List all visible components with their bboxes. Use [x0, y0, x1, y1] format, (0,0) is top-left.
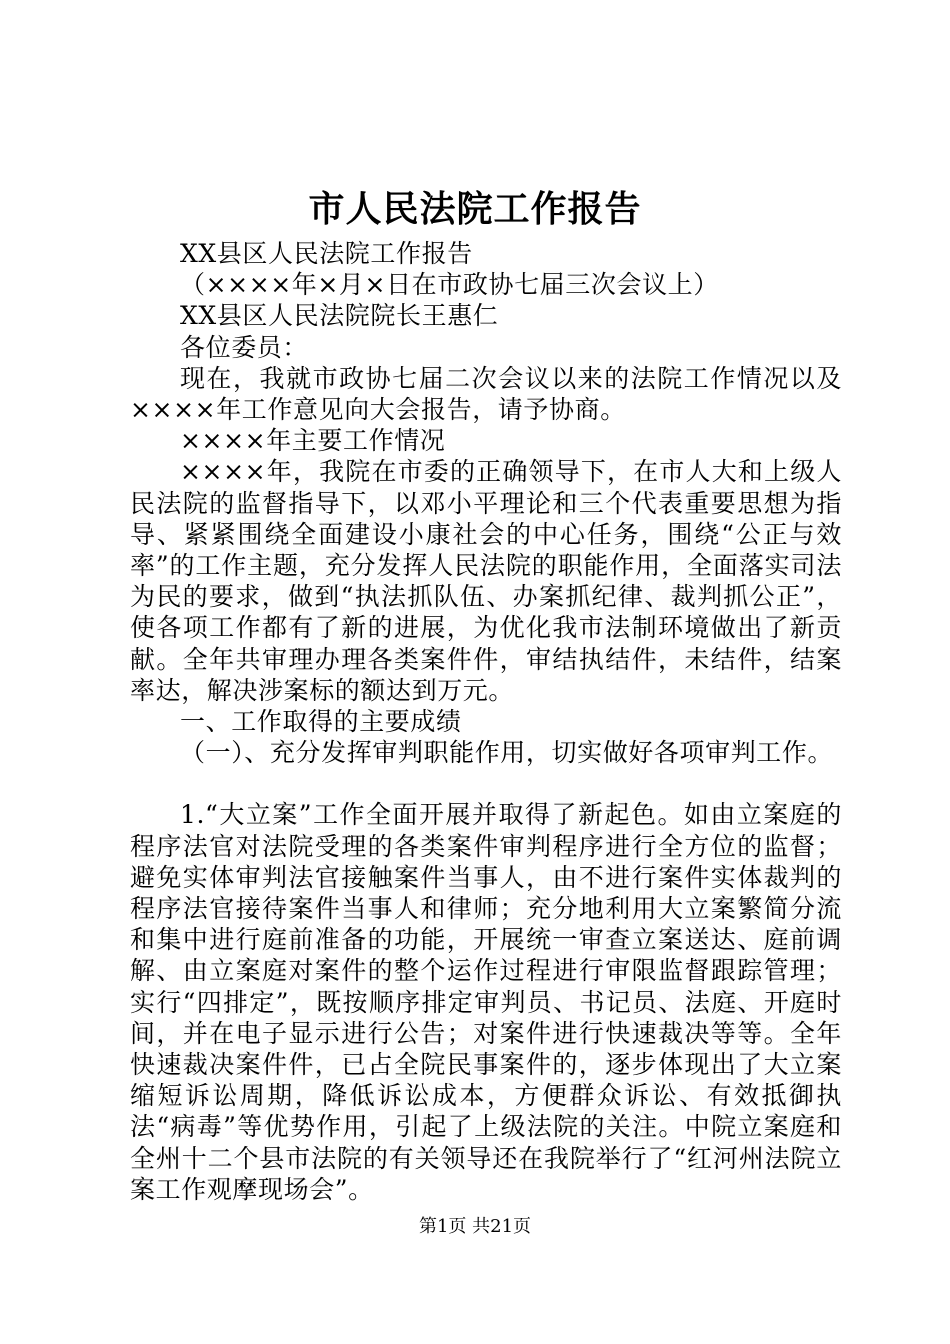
document-title: 市人民法院工作报告 — [308, 188, 642, 230]
page-footer: 第1页 共21页 — [418, 1216, 532, 1237]
overview-paragraph: ××××年，我院在市委的正确领导下，在市人大和上级人民法院的监督指导下，以邓小平理论和三个代表重要思想为指导、紧紧围绕全面建设小康社会的中心任务，围绕“公正与效率”的工作主题，充分发挥人民法院的职能作用，全面落实司法为民的要求，做到“执法抓队伍、办案抓纪律、裁判抓公正”，使各项工作都有了新的进展，为优化我市法制环境做出了新贡献。全年共审理办理各类案件件，审结执结件，未结件，结案率达，解决涉案标的额达到万元。 — [130, 457, 842, 705]
salutation: 各位委员： — [180, 332, 309, 362]
document-body — [130, 238, 842, 1205]
intro-paragraph: 现在，我就市政协七届二次会议以来的法院工作情况以及××××年工作意见向大会报告，请予协商。 — [130, 363, 842, 425]
section-heading-main-work: ××××年主要工作情况 — [180, 426, 446, 456]
author-line: XX县区人民法院院长王惠仁 — [180, 301, 499, 331]
section-heading-achievements: 一、工作取得的主要成绩 — [180, 707, 462, 737]
court-report-heading: XX县区人民法院工作报告 — [180, 239, 473, 268]
meeting-date-line: （××××年×月×日在市政协七届三次会议上） — [180, 270, 719, 300]
subsection-heading-trial-work: （一）、充分发挥审判职能作用，切实做好各项审判工作。 — [180, 738, 834, 768]
item-1-paragraph: 1.“大立案”工作全面开展并取得了新起色。如由立案庭的程序法官对法院受理的各类案件审判程序进行全方位的监督；避免实体审判法官接触案件当事人，由不进行案件实体裁判的程序法官接待案件当事人和律师；充分地利用大立案繁简分流和集中进行庭前准备的功能，开展统一审查立案送达、庭前调解、由立案庭对案件的整个运作过程进行审限监督跟踪管理；实行“四排定”，既按顺序排定审判员、书记员、法庭、开庭时间，并在电子显示进行公告；对案件进行快速裁决等等。全年快速裁决案件件，已占全院民事案件的，逐步体现出了大立案缩短诉讼周期，降低诉讼成本，方便群众诉讼、有效抵御执法“病毒”等优势作用，引起了上级法院的关注。中院立案庭和全州十二个县市法院的有关领导还在我院举行了“红河州法院立案工作观摩现场会”。 — [130, 800, 842, 1204]
